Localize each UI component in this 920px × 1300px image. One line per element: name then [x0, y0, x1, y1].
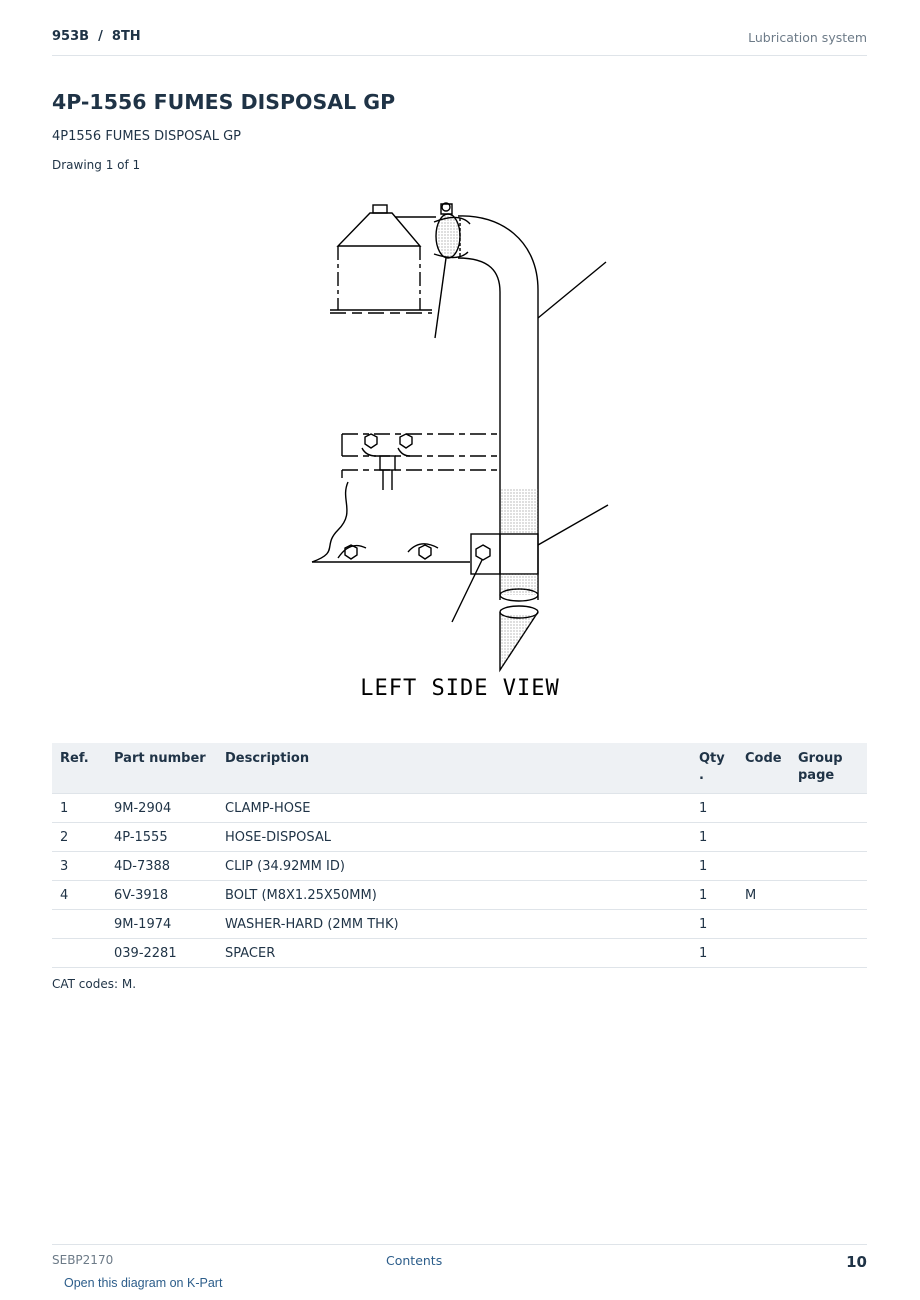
- col-description: Description: [217, 743, 691, 794]
- description-cell: CLAMP-HOSE: [217, 794, 691, 823]
- page-subtitle: 4P1556 FUMES DISPOSAL GP: [52, 129, 241, 144]
- page-footer: [52, 1244, 867, 1275]
- table-row: [52, 881, 867, 910]
- code-cell: M: [737, 881, 790, 910]
- group-page-cell: [790, 852, 867, 881]
- table-row: [52, 823, 867, 852]
- contents-link[interactable]: Contents: [386, 1253, 443, 1268]
- qty-cell: 1: [691, 910, 737, 939]
- qty-cell: 1: [691, 823, 737, 852]
- ref-cell: [52, 939, 106, 968]
- group-page-cell: [790, 823, 867, 852]
- table-row: [52, 939, 867, 968]
- col-part-number: Part number: [106, 743, 217, 794]
- code-cell: [737, 852, 790, 881]
- part-number-cell: 039-2281: [106, 939, 217, 968]
- group-page-cell: [790, 794, 867, 823]
- description-cell: BOLT (M8X1.25X50MM): [217, 881, 691, 910]
- parts-diagram: [300, 190, 620, 710]
- table-row: [52, 794, 867, 823]
- col-group-page: Group page: [790, 743, 867, 794]
- qty-cell: 1: [691, 852, 737, 881]
- page-header: [52, 29, 867, 56]
- col-ref: Ref.: [52, 743, 106, 794]
- table-row: [52, 852, 867, 881]
- description-cell: WASHER-HARD (2MM THK): [217, 910, 691, 939]
- part-number-cell: 9M-1974: [106, 910, 217, 939]
- ref-cell: 3: [52, 852, 106, 881]
- ref-cell: [52, 910, 106, 939]
- group-page-cell: [790, 881, 867, 910]
- group-page-cell: [790, 910, 867, 939]
- part-number-cell: 4P-1555: [106, 823, 217, 852]
- table-header-row: [52, 743, 867, 794]
- diagram-caption: LEFT SIDE VIEW: [360, 676, 560, 701]
- ref-cell: 2: [52, 823, 106, 852]
- code-cell: [737, 939, 790, 968]
- section-label: Lubrication system: [748, 30, 867, 45]
- part-number-cell: 9M-2904: [106, 794, 217, 823]
- col-qty: Qty .: [691, 743, 737, 794]
- group-page-cell: [790, 939, 867, 968]
- page-number: 10: [846, 1253, 867, 1271]
- qty-cell: 1: [691, 881, 737, 910]
- ref-cell: 1: [52, 794, 106, 823]
- part-number-cell: 4D-7388: [106, 852, 217, 881]
- description-cell: HOSE-DISPOSAL: [217, 823, 691, 852]
- code-cell: [737, 794, 790, 823]
- kpart-link[interactable]: Open this diagram on K-Part: [64, 1276, 223, 1290]
- qty-cell: 1: [691, 794, 737, 823]
- qty-cell: 1: [691, 939, 737, 968]
- doc-id: SEBP2170: [52, 1253, 114, 1267]
- model-label: 953B / 8TH: [52, 29, 141, 44]
- drawing-count: Drawing 1 of 1: [52, 158, 141, 172]
- description-cell: CLIP (34.92MM ID): [217, 852, 691, 881]
- parts-table: [52, 743, 867, 968]
- code-cell: [737, 910, 790, 939]
- page-title: 4P-1556 FUMES DISPOSAL GP: [52, 90, 396, 114]
- cat-codes-note: CAT codes: M.: [52, 977, 137, 991]
- description-cell: SPACER: [217, 939, 691, 968]
- ref-cell: 4: [52, 881, 106, 910]
- part-number-cell: 6V-3918: [106, 881, 217, 910]
- code-cell: [737, 823, 790, 852]
- col-code: Code: [737, 743, 790, 794]
- table-row: [52, 910, 867, 939]
